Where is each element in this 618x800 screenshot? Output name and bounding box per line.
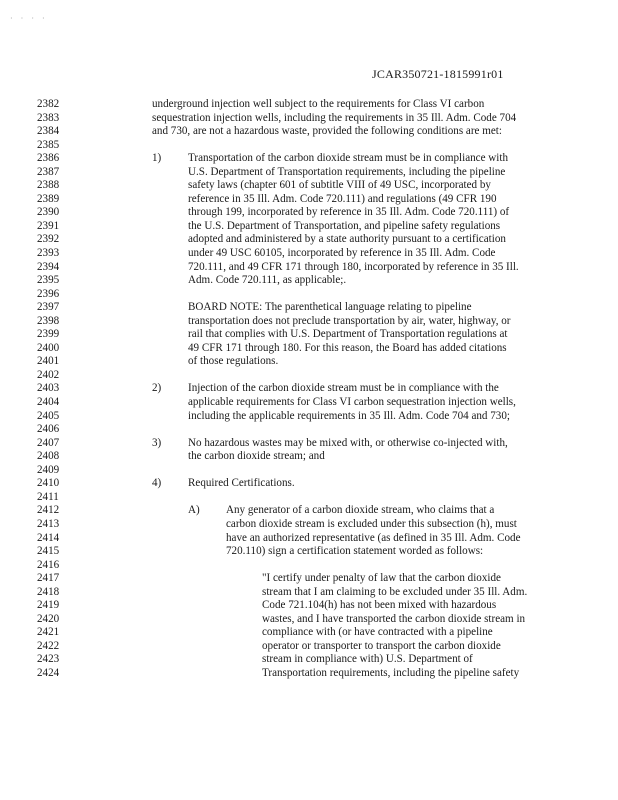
line-number: 2417 — [37, 572, 60, 585]
line-text: 720.111, and 49 CFR 171 through 180, incorporated by reference in 35 Ill. — [188, 260, 519, 273]
text-line — [0, 464, 618, 478]
line-text: reference in 35 Ill. Adm. Code 720.111) and regulations (49 CFR 190 — [188, 192, 497, 205]
text-line — [0, 504, 618, 518]
line-text: Adm. Code 720.111, as applicable;. — [188, 274, 347, 287]
line-text: No hazardous wastes may be mixed with, or otherwise co-injected with, — [188, 436, 508, 449]
text-line — [0, 369, 618, 383]
text-line — [0, 166, 618, 180]
line-text: U.S. Department of Transportation requirements, including the pipeline — [188, 165, 506, 178]
text-line — [0, 626, 618, 640]
text-line — [0, 532, 618, 546]
line-text: 720.110) sign a certification statement worded as follows: — [226, 545, 484, 558]
line-number: 2394 — [37, 260, 60, 273]
line-number: 2413 — [37, 517, 60, 530]
line-number: 2414 — [37, 531, 60, 544]
line-number: 2400 — [37, 341, 60, 354]
text-line — [0, 261, 618, 275]
text-line — [0, 613, 618, 627]
text-line — [0, 247, 618, 261]
text-line — [0, 342, 618, 356]
line-text: under 49 USC 60105, incorporated by reference in 35 Ill. Adm. Code — [188, 247, 496, 260]
line-number: 2409 — [37, 463, 60, 476]
line-number: 2384 — [37, 125, 60, 138]
line-text: transportation does not preclude transportation by air, water, highway, or — [188, 314, 511, 327]
line-text: 3) — [152, 436, 162, 449]
line-number: 2422 — [37, 639, 60, 652]
text-line — [0, 450, 618, 464]
text-line — [0, 179, 618, 193]
text-line — [0, 545, 618, 559]
text-line — [0, 193, 618, 207]
text-line — [0, 572, 618, 586]
document-code: JCAR350721-1815991r01 — [372, 67, 504, 81]
line-text: the U.S. Department of Transportation, and pipeline safety regulations — [188, 219, 501, 232]
line-number: 2402 — [37, 368, 60, 381]
line-number: 2404 — [37, 396, 60, 409]
text-line — [0, 518, 618, 532]
line-text: stream in compliance with) U.S. Department of — [262, 653, 473, 666]
line-text: operator or transporter to transport the carbon dioxide — [262, 639, 501, 652]
line-text: and 730, are not a hazardous waste, provided the following conditions are met: — [152, 125, 502, 138]
line-number: 2419 — [37, 599, 60, 612]
text-line — [0, 112, 618, 126]
line-text: carbon dioxide stream is excluded under this subsection (h), must — [226, 517, 517, 530]
line-number: 2388 — [37, 179, 60, 192]
text-line — [0, 599, 618, 613]
text-line — [0, 206, 618, 220]
line-number: 2405 — [37, 409, 60, 422]
text-line — [0, 437, 618, 451]
line-number: 2401 — [37, 355, 60, 368]
line-number: 2385 — [37, 138, 60, 151]
text-line — [0, 288, 618, 302]
text-line — [0, 315, 618, 329]
line-text: A) — [188, 504, 200, 517]
line-number: 2397 — [37, 301, 60, 314]
text-line — [0, 667, 618, 681]
line-number: 2395 — [37, 274, 60, 287]
text-line — [0, 423, 618, 437]
text-line — [0, 559, 618, 573]
text-line — [0, 355, 618, 369]
line-text: have an authorized representative (as defined in 35 Ill. Adm. Code — [226, 531, 521, 544]
text-line — [0, 640, 618, 654]
line-number: 2418 — [37, 585, 60, 598]
line-text: 1) — [152, 152, 162, 165]
line-number: 2383 — [37, 111, 60, 124]
text-line — [0, 220, 618, 234]
line-number: 2403 — [37, 382, 60, 395]
line-number: 2421 — [37, 626, 60, 639]
line-text: wastes, and I have transported the carbon dioxide stream in — [262, 612, 526, 625]
line-text: Any generator of a carbon dioxide stream, who claims that a — [226, 504, 495, 517]
line-text: applicable requirements for Class VI carbon sequestration injection wells, — [188, 396, 516, 409]
line-number: 2386 — [37, 152, 60, 165]
line-text: sequestration injection wells, including the requirements in 35 Ill. Adm. Code 704 — [152, 111, 517, 124]
line-number: 2406 — [37, 423, 60, 436]
text-line — [0, 653, 618, 667]
line-text: stream that I am claiming to be excluded under 35 Ill. Adm. — [262, 585, 528, 598]
line-text: rail that complies with U.S. Department of Transportation regulations at — [188, 328, 508, 341]
line-number: 2407 — [37, 436, 60, 449]
numbered-text-body — [0, 98, 618, 681]
line-text: BOARD NOTE: The parenthetical language relating to pipeline — [188, 301, 472, 314]
line-text: safety laws (chapter 601 of subtitle VIII of 49 USC, incorporated by — [188, 179, 491, 192]
line-text: 49 CFR 171 through 180. For this reason, the Board has added citations — [188, 341, 507, 354]
line-text: 2) — [152, 382, 162, 395]
line-number: 2392 — [37, 233, 60, 246]
text-line — [0, 586, 618, 600]
line-text: adopted and administered by a state authority pursuant to a certification — [188, 233, 506, 246]
line-number: 2389 — [37, 192, 60, 205]
line-text: through 199, incorporated by reference in 35 Ill. Adm. Code 720.111) of — [188, 206, 510, 219]
text-line — [0, 491, 618, 505]
line-text: "I certify under penalty of law that the carbon dioxide — [262, 572, 501, 585]
line-text: Transportation requirements, including the pipeline safety — [262, 666, 520, 679]
text-line — [0, 396, 618, 410]
text-line — [0, 233, 618, 247]
line-number: 2408 — [37, 450, 60, 463]
line-number: 2396 — [37, 287, 60, 300]
text-line — [0, 382, 618, 396]
text-line — [0, 274, 618, 288]
line-number: 2412 — [37, 504, 60, 517]
line-number: 2382 — [37, 98, 60, 110]
line-text: including the applicable requirements in 35 Ill. Adm. Code 704 and 730; — [188, 409, 510, 422]
text-line — [0, 301, 618, 315]
line-text: Code 721.104(h) has not been mixed with hazardous — [262, 599, 497, 612]
line-number: 2387 — [37, 165, 60, 178]
line-number: 2420 — [37, 612, 60, 625]
line-text: compliance with (or have contracted with a pipeline — [262, 626, 493, 639]
text-line — [0, 477, 618, 491]
text-line — [0, 152, 618, 166]
line-text: Injection of the carbon dioxide stream must be in compliance with the — [188, 382, 499, 395]
line-text: 4) — [152, 477, 162, 490]
line-number: 2411 — [37, 490, 59, 503]
line-number: 2390 — [37, 206, 60, 219]
line-number: 2393 — [37, 247, 60, 260]
scan-artifact: · · · · — [10, 14, 48, 23]
line-text: Transportation of the carbon dioxide stream must be in compliance with — [188, 152, 509, 165]
line-number: 2416 — [37, 558, 60, 571]
line-text: of those regulations. — [188, 355, 279, 368]
line-number: 2410 — [37, 477, 60, 490]
line-number: 2415 — [37, 545, 60, 558]
line-text: Required Certifications. — [188, 477, 295, 490]
line-number: 2398 — [37, 314, 60, 327]
line-text: the carbon dioxide stream; and — [188, 450, 325, 463]
line-number: 2423 — [37, 653, 60, 666]
line-number: 2424 — [37, 666, 60, 679]
text-line — [0, 410, 618, 424]
text-line — [0, 139, 618, 153]
line-number: 2391 — [37, 219, 60, 232]
text-line — [0, 125, 618, 139]
line-text: underground injection well subject to the requirements for Class VI carbon — [152, 98, 485, 110]
text-line — [0, 328, 618, 342]
line-number: 2399 — [37, 328, 60, 341]
text-line — [0, 98, 618, 112]
